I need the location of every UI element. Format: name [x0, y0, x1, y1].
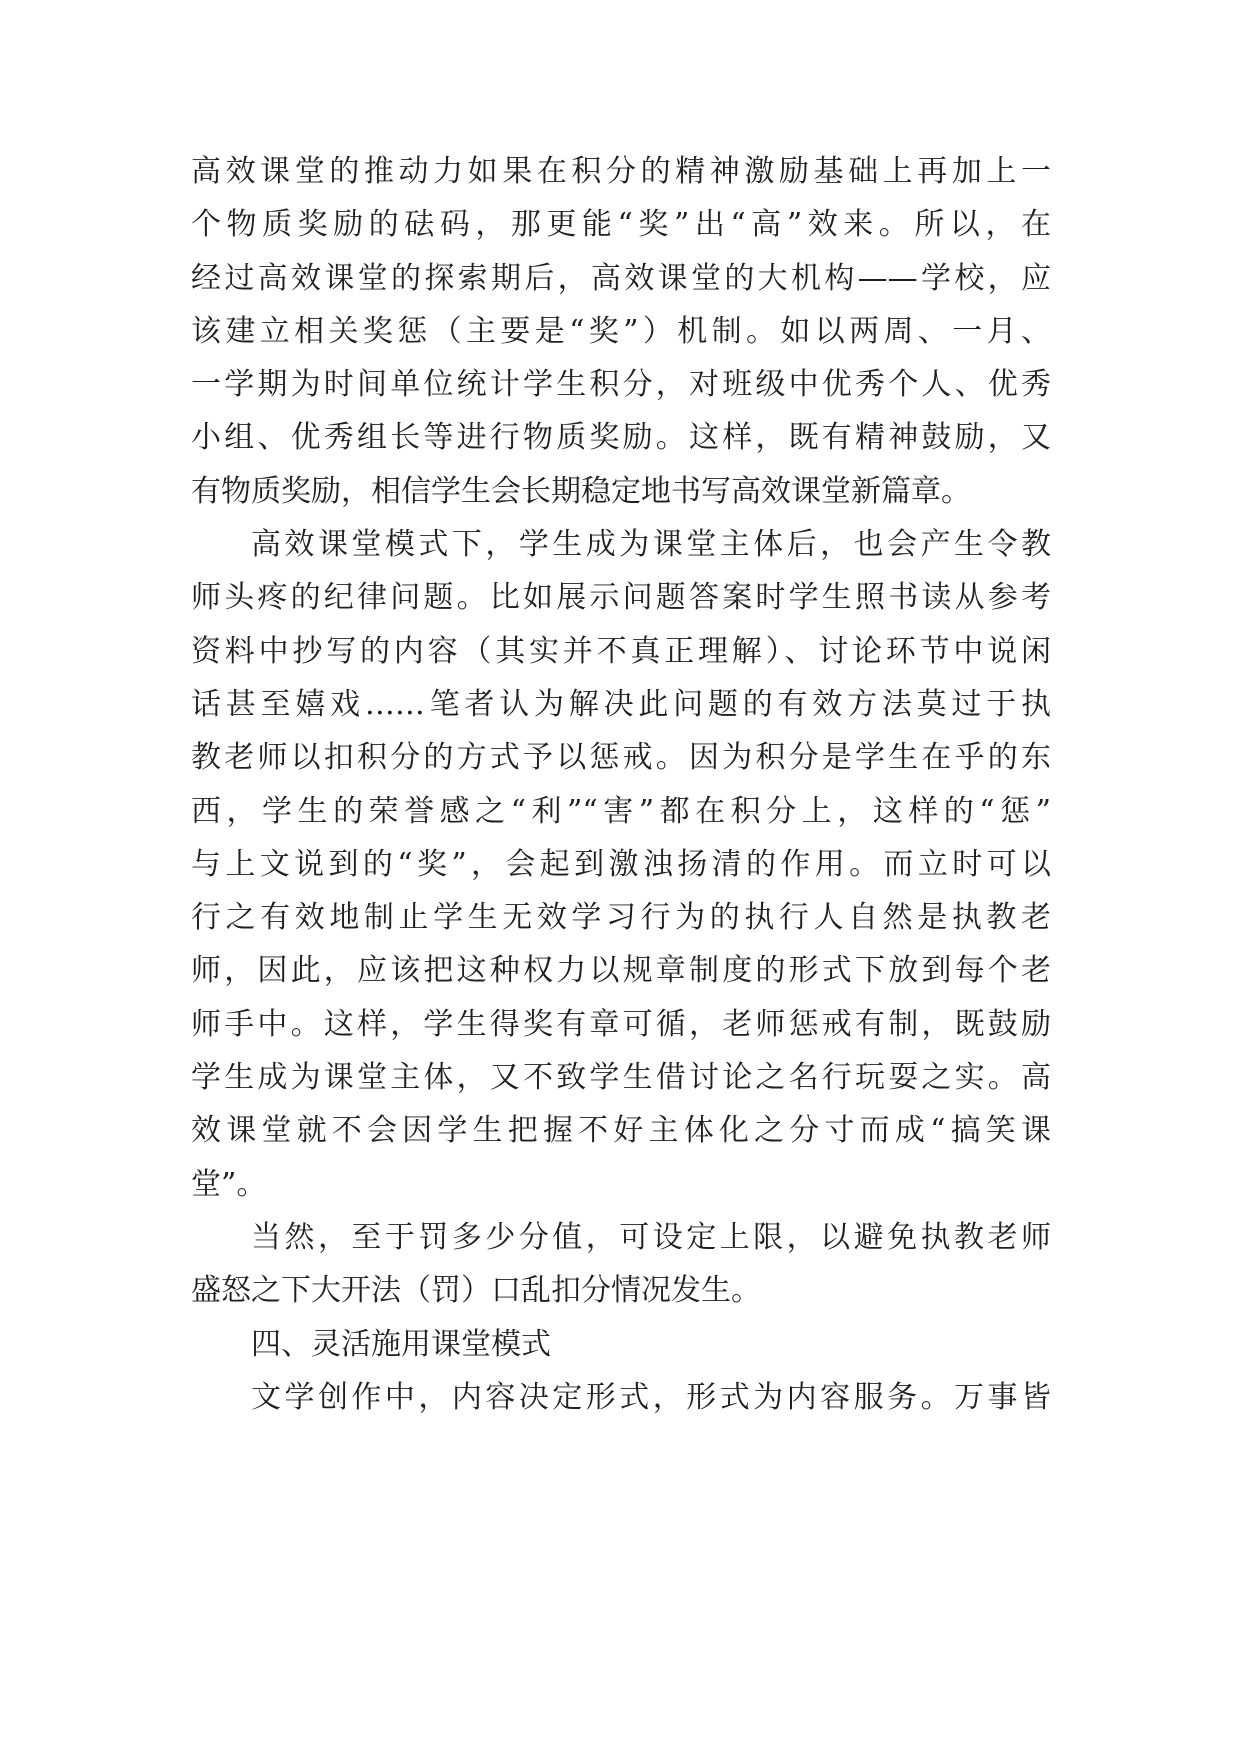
text-line: 经过高效课堂的探索期后，高效课堂的大机构——学校，应: [191, 260, 1051, 296]
text-line: 效课堂就不会因学生把握不好主体化之分寸而成“搞笑课: [191, 1113, 1051, 1149]
text-line: 师头疼的纪律问题。比如展示问题答案时学生照书读从参考: [191, 580, 1051, 616]
text-line: 文学创作中，内容决定形式，形式为内容服务。万事皆: [251, 1379, 1051, 1415]
text-line: 学生成为课堂主体，又不致学生借讨论之名行玩耍之实。高: [191, 1060, 1051, 1096]
text-line: 师手中。这样，学生得奖有章可循，老师惩戒有制，既鼓励: [191, 1006, 1051, 1042]
text-line: 该建立相关奖惩（主要是“奖”）机制。如以两周、一月、: [191, 313, 1051, 349]
text-line: 行之有效地制止学生无效学习行为的执行人自然是执教老: [191, 900, 1051, 936]
text-line: 一学期为时间单位统计学生积分，对班级中优秀个人、优秀: [191, 367, 1051, 403]
text-line: 资料中抄写的内容（其实并不真正理解）、讨论环节中说闲: [191, 633, 1051, 669]
text-line: 当然，至于罚多少分值，可设定上限，以避免执教老师: [251, 1219, 1051, 1255]
text-line: 小组、优秀组长等进行物质奖励。这样，既有精神鼓励，又: [191, 420, 1051, 456]
text-line: 高效课堂模式下，学生成为课堂主体后，也会产生令教: [251, 527, 1051, 563]
text-line: 四、灵活施用课堂模式: [251, 1326, 551, 1362]
text-line: 盛怒之下大开法（罚）口乱扣分情况发生。: [191, 1273, 761, 1309]
text-line: 师，因此，应该把这种权力以规章制度的形式下放到每个老: [191, 953, 1051, 989]
document-body: [191, 154, 1051, 1436]
text-line: 个物质奖励的砝码，那更能“奖”出“高”效来。所以，在: [191, 207, 1051, 243]
text-line: 西，学生的荣誉感之“利”“害”都在积分上，这样的“惩”: [191, 793, 1051, 829]
text-line: 与上文说到的“奖”，会起到激浊扬清的作用。而立时可以: [191, 846, 1051, 882]
text-line: 堂”。: [191, 1166, 267, 1202]
text-line: 话甚至嬉戏……笔者认为解决此问题的有效方法莫过于执: [191, 686, 1051, 722]
text-line: 有物质奖励，相信学生会长期稳定地书写高效课堂新篇章。: [191, 473, 971, 509]
text-line: 高效课堂的推动力如果在积分的精神激励基础上再加上一: [191, 154, 1051, 189]
text-line: 教老师以扣积分的方式予以惩戒。因为积分是学生在乎的东: [191, 740, 1051, 776]
